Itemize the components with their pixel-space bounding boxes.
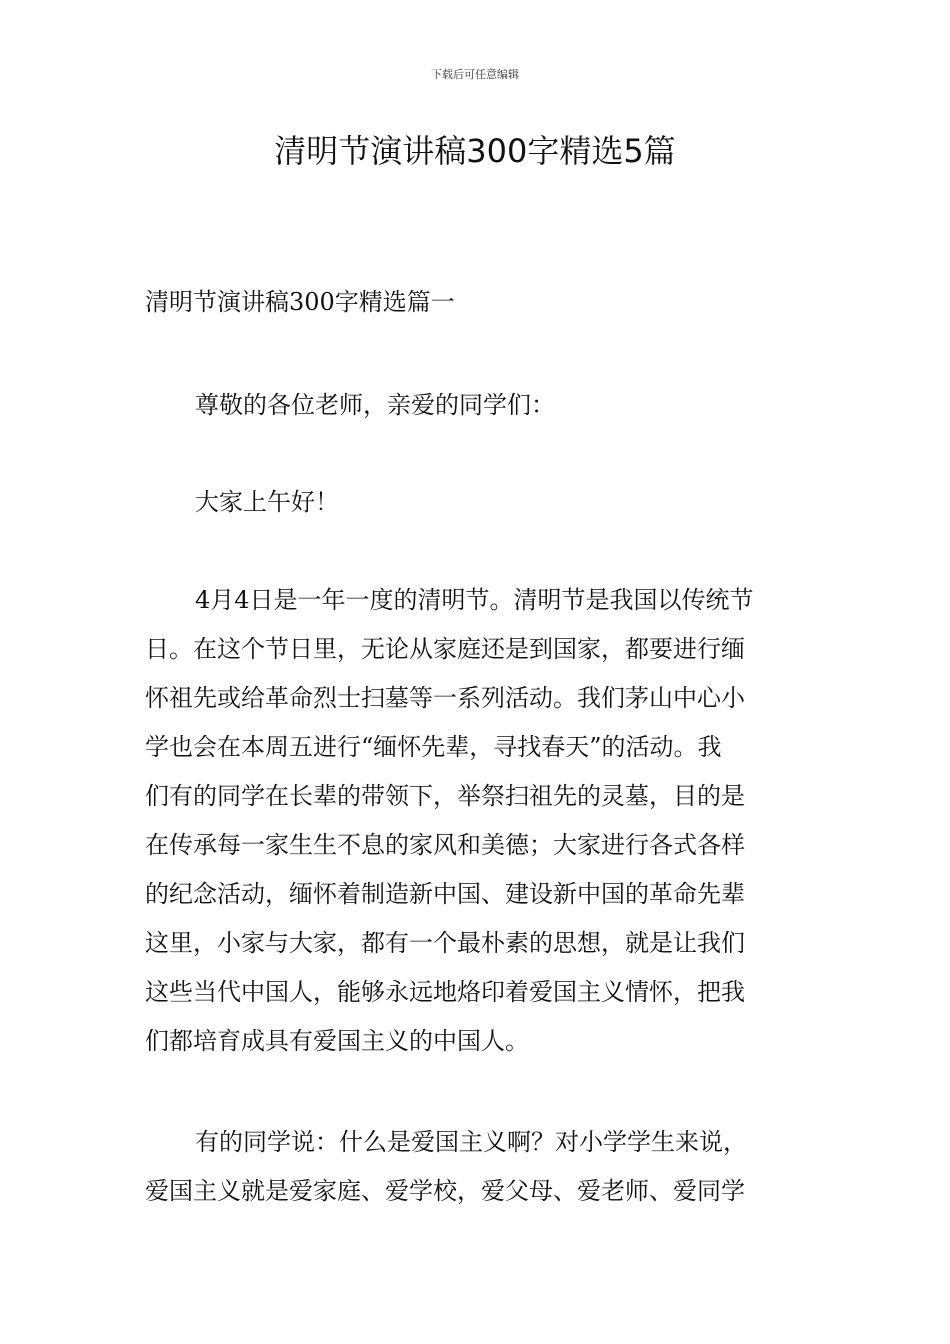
section-heading: 清明节演讲稿300字精选篇一	[145, 288, 455, 316]
paragraph-1	[145, 576, 810, 1066]
greeting: 大家上午好！	[195, 488, 339, 516]
paragraph-line: 在传承每一家生生不息的家风和美德；大家进行各式各样	[145, 831, 745, 859]
paragraph-line: 们都培育成具有爱国主义的中国人。	[145, 1027, 529, 1055]
paragraph-line: 怀祖先或给革命烈士扫墓等一系列活动。我们茅山中心小	[145, 684, 745, 712]
paragraph-line: 爱国主义就是爱家庭、爱学校，爱父母、爱老师、爱同学	[145, 1177, 745, 1205]
paragraph-line: 这里，小家与大家，都有一个最朴素的思想，就是让我们	[145, 929, 745, 957]
paragraph-2	[145, 1118, 810, 1216]
document-title: 清明节演讲稿300字精选5篇	[274, 132, 676, 170]
paragraph-line: 有的同学说：什么是爱国主义啊？对小学学生来说，	[195, 1128, 747, 1156]
paragraph-line: 日。在这个节日里，无论从家庭还是到国家，都要进行缅	[145, 635, 745, 663]
paragraph-line: 们有的同学在长辈的带领下，举祭扫祖先的灵墓，目的是	[145, 782, 745, 810]
paragraph-line: 这些当代中国人，能够永远地烙印着爱国主义情怀，把我	[145, 978, 745, 1006]
paragraph-line: 的纪念活动，缅怀着制造新中国、建设新中国的革命先辈	[145, 880, 745, 908]
salutation: 尊敬的各位老师，亲爱的同学们：	[195, 391, 555, 419]
paragraph-line: 4月4日是一年一度的清明节。清明节是我国以传统节	[195, 586, 754, 614]
paragraph-line: 学也会在本周五进行“缅怀先辈，寻找春天”的活动。我	[145, 733, 722, 761]
header-note: 下载后可任意编辑	[431, 68, 519, 81]
